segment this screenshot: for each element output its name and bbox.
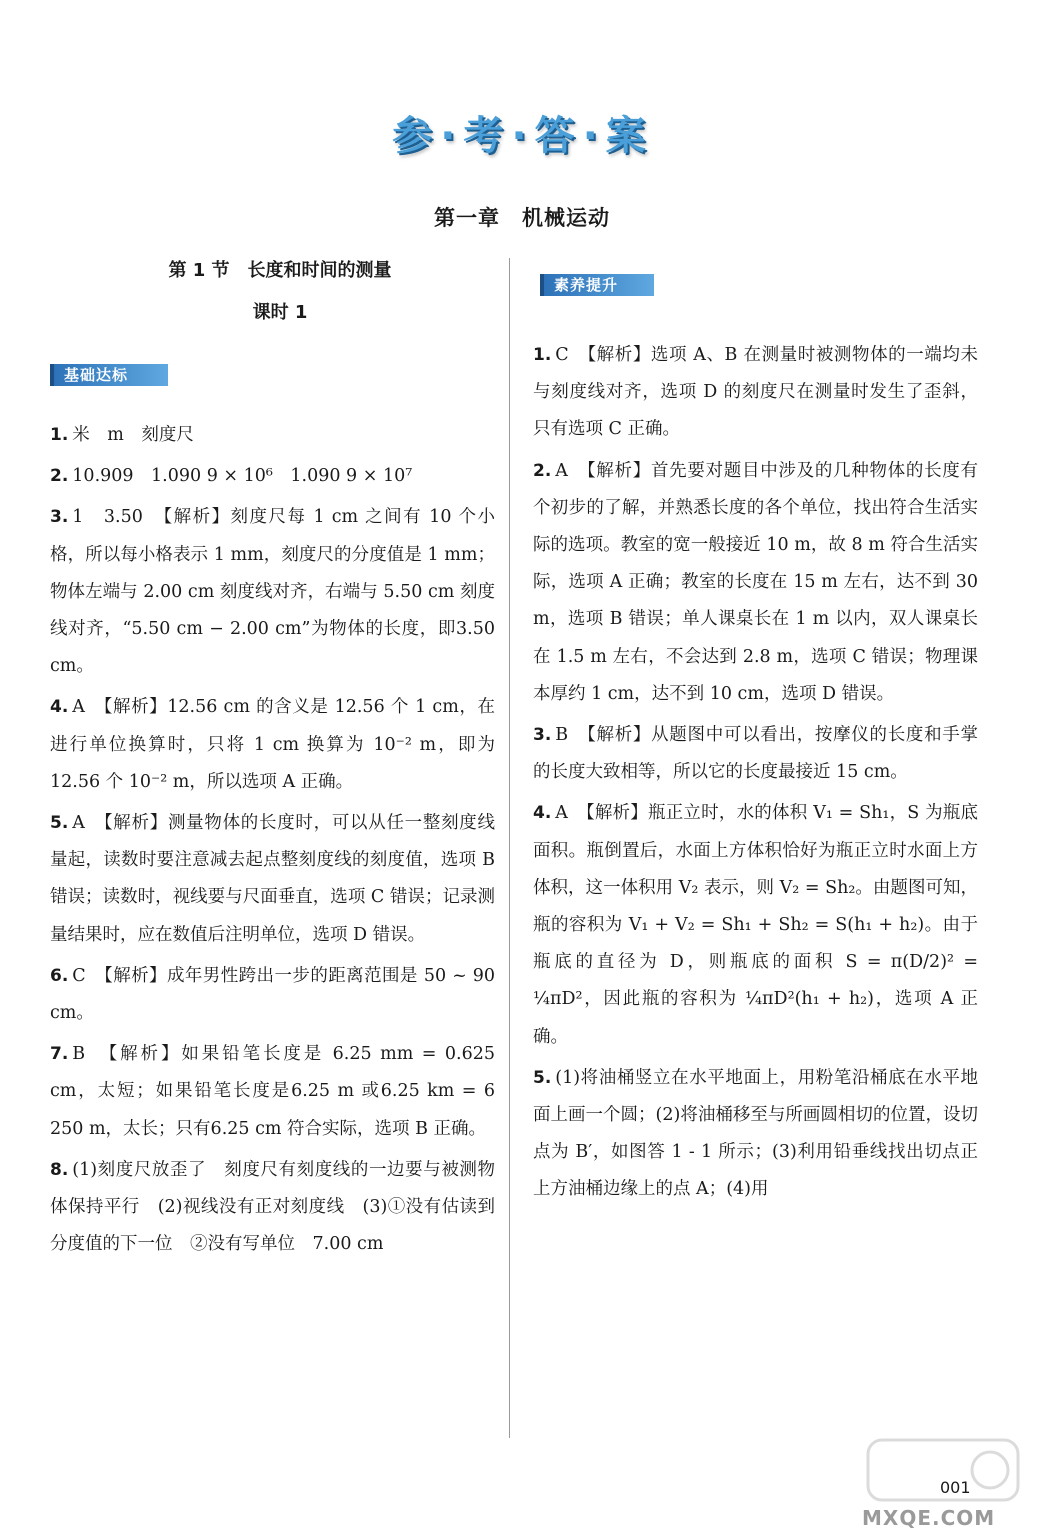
answer-text: A 【解析】首先要对题目中涉及的几种物体的长度有个初步的了解，并熟悉长度的各个单位，找出符合生活实际的选项。教室的宽一般接近 10 m，故 8 m 符合生活实际，选项 A 正确；教室的长度在 15 m 左右，达不到 30 m，选项 B 错误；单人课桌长在 1 m 以内，双人课桌长在 1.5 m 左右，不会达到 2.8 m，选项 C 错误；物理课本厚约 1 cm，达不到 10 cm，选项 D 错误。 [533, 460, 978, 704]
banner-dot: · [582, 113, 604, 159]
answer-item [533, 453, 978, 713]
answer-text: A 【解析】瓶正立时，水的体积 V₁ = Sh₁，S 为瓶底面积。瓶倒置后，水面上方体积恰好为瓶正立时水面上方体积，这一体积用 V₂ 表示，则 V₂ = Sh₂。由题图可知，瓶的容积为 V₁ + V₂ = Sh₁ + Sh₂ = S(h₁ + h₂)。由于瓶底的直径为 D，则瓶底的面积 S = π(D/2)² = ¼πD²，因此瓶的容积为 ¼πD²(h₁ + h₂)，选项 A 正确。 [533, 803, 978, 1047]
reference-answers-banner [0, 104, 1044, 161]
answer-item [50, 1152, 495, 1264]
watermark-text: MXQE.COM [862, 1506, 996, 1530]
answer-item [50, 417, 495, 454]
answer-text: 1 3.50 【解析】刻度尺每 1 cm 之间有 10 个小格，所以每小格表示 1 mm，刻度尺的分度值是 1 mm；物体左端与 2.00 cm 刻度线对齐，右端与 5.50 cm 刻度线对齐，“5.50 cm − 2.00 cm”为物体的长度，即3.50 cm。 [50, 507, 495, 677]
answer-number: 5. [533, 1067, 552, 1088]
answer-item [533, 337, 978, 449]
basic-level-tag: 基础达标 [50, 364, 168, 386]
answer-item [50, 958, 495, 1032]
answer-text: A 【解析】12.56 cm 的含义是 12.56 个 1 cm，在进行单位换算时，只将 1 cm 换算为 10⁻² m，即为 12.56 个 10⁻² m，所以选项 A 正确。 [50, 697, 495, 792]
answer-number: 4. [50, 697, 69, 718]
answer-number: 5. [50, 813, 69, 834]
left-answer-column [50, 417, 495, 1267]
answer-number: 1. [50, 425, 69, 445]
answer-item [50, 458, 495, 495]
answer-number: 3. [50, 507, 69, 528]
answer-text: A 【解析】测量物体的长度时，可以从任一整刻度线量起，读数时要注意减去起点整刻度线的刻度值，选项 B 错误；读数时，视线要与尺面垂直，选项 C 错误；记录测量结果时，应在数值后注明单位，选项 D 错误。 [50, 813, 495, 945]
banner-char-2: 考 [463, 113, 510, 159]
right-answer-column [533, 337, 978, 1213]
answer-text: 10.909 1.090 9 × 10⁶ 1.090 9 × 10⁷ [72, 466, 413, 487]
answer-text: C 【解析】选项 A、B 在测量时被测物体的一端均未与刻度线对齐，选项 D 的刻度尺在测量时发生了歪斜，只有选项 C 正确。 [533, 345, 978, 440]
answer-number: 3. [533, 725, 552, 746]
section-title: 第 1 节 长度和时间的测量 [168, 260, 392, 281]
answer-item [533, 717, 978, 791]
answer-number: 7. [50, 1044, 69, 1065]
answer-item [50, 1036, 495, 1148]
banner-char-3: 答 [534, 113, 581, 159]
answer-text: C 【解析】成年男性跨出一步的距离范围是 50 ~ 90 cm。 [50, 965, 495, 1024]
answer-number: 4. [533, 803, 552, 824]
lesson-title: 课时 1 [252, 302, 308, 323]
page-number: 001 [940, 1478, 971, 1497]
answer-item [533, 1060, 978, 1209]
banner-char-1: 参 [392, 113, 439, 159]
answer-number: 2. [533, 460, 552, 481]
answer-item [533, 795, 978, 1055]
advanced-level-tag: 素养提升 [540, 274, 654, 296]
banner-dot: · [511, 113, 533, 159]
chapter-title: 第一章 机械运动 [434, 206, 610, 230]
answer-number: 6. [50, 965, 69, 986]
answer-number: 2. [50, 466, 69, 487]
answer-item [50, 689, 495, 801]
answer-text: B 【解析】如果铅笔长度是 6.25 mm = 0.625 cm，太短；如果铅笔长度是6.25 m 或6.25 km = 6 250 m，太长；只有6.25 cm 符合实际，选项 B 正确。 [50, 1044, 495, 1139]
answer-number: 8. [50, 1159, 69, 1180]
answer-number: 1. [533, 345, 552, 365]
answer-text: 米 m 刻度尺 [72, 425, 194, 445]
answer-item [50, 805, 495, 954]
banner-char-4: 案 [605, 113, 652, 159]
banner-dot: · [440, 113, 462, 159]
answer-text: (1)刻度尺放歪了 刻度尺有刻度线的一边要与被测物体保持平行 (2)视线没有正对刻度线 (3)①没有估读到分度值的下一位 ②没有写单位 7.00 cm [50, 1159, 495, 1255]
answer-text: B 【解析】从题图中可以看出，按摩仪的长度和手掌的长度大致相等，所以它的长度最接近 15 cm。 [533, 725, 978, 783]
answer-item [50, 499, 495, 685]
column-divider [509, 258, 510, 1438]
answer-text: (1)将油桶竖立在水平地面上，用粉笔沿桶底在水平地面上画一个圆；(2)将油桶移至与所画圆相切的位置，设切点为 B′，如图答 1 - 1 所示；(3)利用铅垂线找出切点正上方油桶边缘上的点 A；(4)用 [533, 1067, 978, 1200]
